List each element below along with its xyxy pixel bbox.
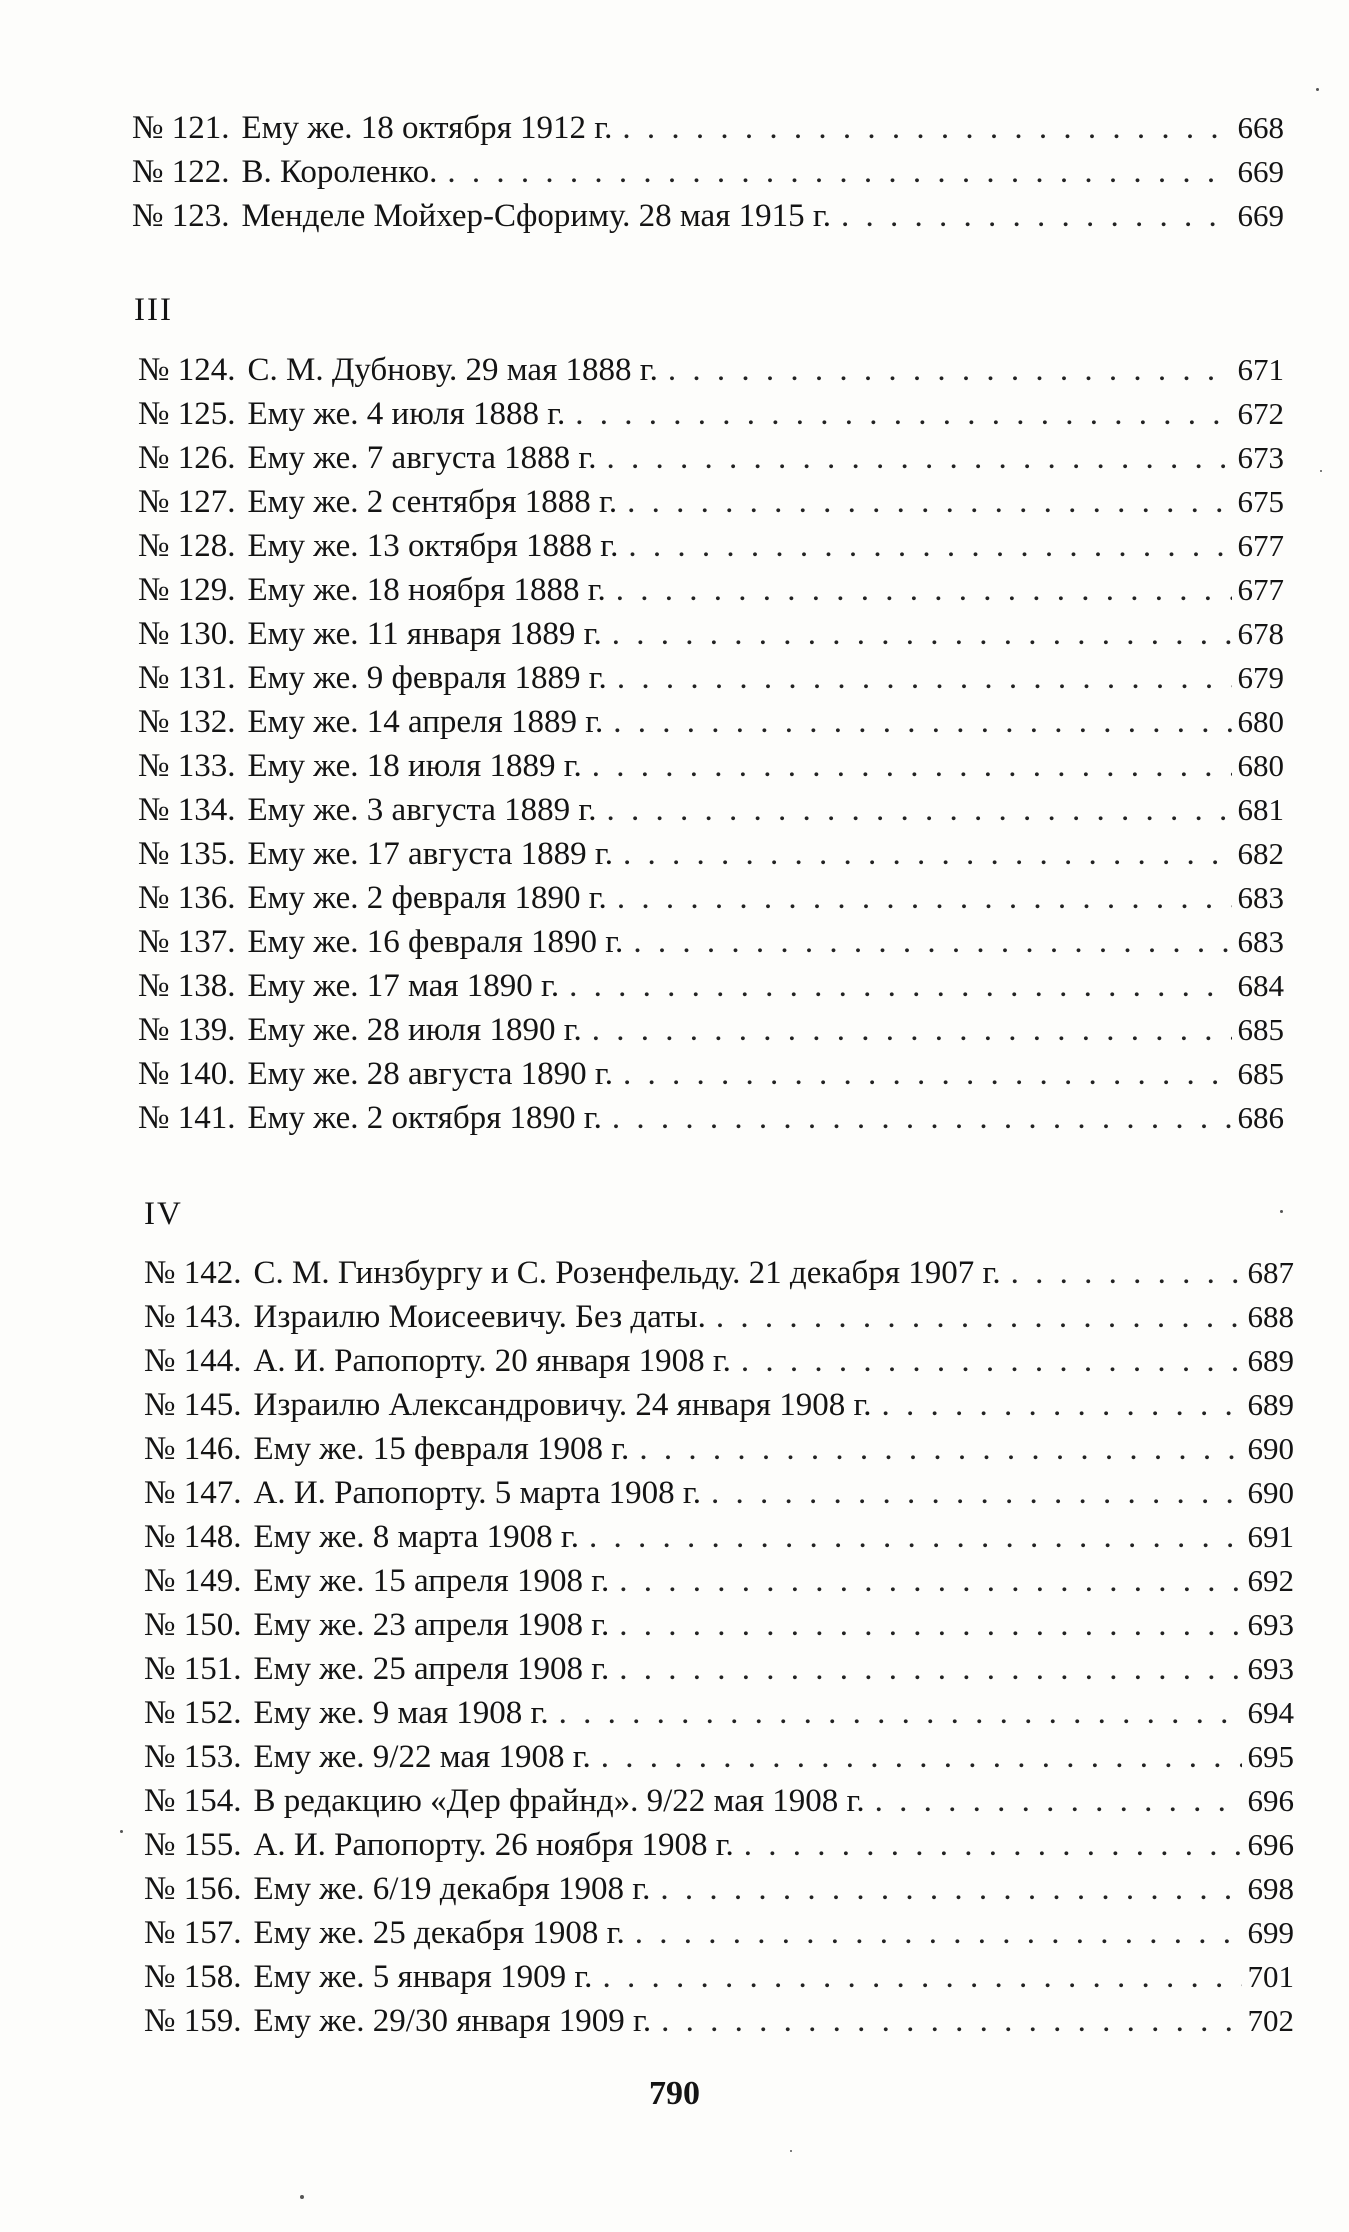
toc-entry [144, 2003, 1294, 2047]
dot-leader [606, 572, 1232, 609]
dot-leader [609, 1607, 1241, 1644]
dot-leader [582, 1012, 1232, 1049]
scan-speck [1316, 88, 1319, 91]
entry-page: 683 [1237, 924, 1284, 959]
section-heading: IV [144, 1196, 183, 1232]
entry-title: Ему же. 2 октября 1890 г. [247, 1100, 602, 1136]
entry-number: № 124. [138, 352, 236, 388]
entry-page: 689 [1247, 1387, 1294, 1422]
entry-title: Ему же. 8 марта 1908 г. [253, 1519, 579, 1555]
entry-title: Ему же. 25 декабря 1908 г. [253, 1915, 625, 1951]
entry-page: 677 [1237, 572, 1284, 607]
entry-number: № 144. [144, 1343, 242, 1379]
dot-leader [612, 110, 1231, 147]
section-heading: III [134, 292, 173, 328]
dot-leader [609, 1651, 1241, 1688]
entry-number: № 125. [138, 396, 236, 432]
entry-title: Ему же. 15 февраля 1908 г. [253, 1431, 630, 1467]
dot-leader [597, 792, 1232, 829]
entry-page: 668 [1237, 110, 1284, 145]
entry-page: 687 [1247, 1255, 1294, 1290]
entry-page: 694 [1247, 1695, 1294, 1730]
entry-number: № 147. [144, 1475, 242, 1511]
entry-number: № 146. [144, 1431, 242, 1467]
toc-entry [144, 1739, 1294, 1783]
toc-entry [132, 198, 1284, 242]
entry-title: Ему же. 28 июля 1890 г. [247, 1012, 582, 1048]
toc-entry [138, 968, 1284, 1012]
entry-page: 684 [1237, 968, 1284, 1003]
entry-number: № 152. [144, 1695, 242, 1731]
toc-entry [144, 1915, 1294, 1959]
entry-number: № 130. [138, 616, 236, 652]
entry-title: С. М. Гинзбургу и С. Розенфельду. 21 декабря 1907 г. [253, 1255, 1001, 1291]
entry-title: А. И. Рапопорту. 5 марта 1908 г. [253, 1475, 701, 1511]
dot-leader [872, 1387, 1242, 1424]
entry-title: Ему же. 14 апреля 1889 г. [247, 704, 604, 740]
toc-entry [144, 1475, 1294, 1519]
entry-page: 691 [1247, 1519, 1294, 1554]
entry-page: 680 [1237, 748, 1284, 783]
entry-page: 696 [1247, 1827, 1294, 1862]
toc-entry [138, 484, 1284, 528]
entry-number: № 149. [144, 1563, 242, 1599]
toc-entry [144, 1783, 1294, 1827]
toc-entry [138, 836, 1284, 880]
entry-title: Ему же. 23 апреля 1908 г. [253, 1607, 610, 1643]
entry-title: С. М. Дубнову. 29 мая 1888 г. [247, 352, 658, 388]
entry-title: Ему же. 2 сентября 1888 г. [247, 484, 618, 520]
scan-speck [1320, 470, 1322, 472]
entry-title: Ему же. 29/30 января 1909 г. [253, 2003, 652, 2039]
dot-leader [658, 352, 1232, 389]
dot-leader [731, 1343, 1242, 1380]
toc-entry [138, 572, 1284, 616]
toc-entry [138, 396, 1284, 440]
entry-title: В. Короленко. [241, 154, 438, 190]
entry-title: Ему же. 4 июля 1888 г. [247, 396, 566, 432]
toc-entry [138, 352, 1284, 396]
entry-page: 699 [1247, 1915, 1294, 1950]
entry-title: Ему же. 17 мая 1890 г. [247, 968, 560, 1004]
entry-page: 677 [1237, 528, 1284, 563]
entry-number: № 126. [138, 440, 236, 476]
dot-leader [618, 528, 1231, 565]
dot-leader [602, 616, 1232, 653]
entry-number: № 122. [132, 154, 230, 190]
dot-leader [592, 1959, 1241, 1996]
dot-leader [629, 1431, 1241, 1468]
toc-entry [138, 924, 1284, 968]
entry-number: № 134. [138, 792, 236, 828]
entry-page: 689 [1247, 1343, 1294, 1378]
entry-title: Ему же. 18 ноября 1888 г. [247, 572, 606, 608]
entry-number: № 135. [138, 836, 236, 872]
toc-entry [144, 1651, 1294, 1695]
dot-leader [549, 1695, 1242, 1732]
entry-title: Ему же. 3 августа 1889 г. [247, 792, 597, 828]
entry-number: № 158. [144, 1959, 242, 1995]
entry-page: 682 [1237, 836, 1284, 871]
entry-page: 669 [1237, 198, 1284, 233]
entry-title: Ему же. 15 апреля 1908 г. [253, 1563, 610, 1599]
dot-leader [617, 484, 1231, 521]
toc-entry [138, 1056, 1284, 1100]
toc-entry [138, 792, 1284, 836]
dot-leader [597, 440, 1232, 477]
entry-title: Ему же. 17 августа 1889 г. [247, 836, 613, 872]
entry-page: 702 [1247, 2003, 1294, 2038]
entry-page: 692 [1247, 1563, 1294, 1598]
dot-leader [831, 198, 1232, 235]
entry-page: 686 [1237, 1100, 1284, 1135]
dot-leader [437, 154, 1231, 191]
dot-leader [625, 1915, 1242, 1952]
toc-entry [144, 1343, 1294, 1387]
toc-entry [144, 1519, 1294, 1563]
entry-page: 680 [1237, 704, 1284, 739]
entry-title: Ему же. 9 февраля 1889 г. [247, 660, 607, 696]
dot-leader [623, 924, 1231, 961]
entry-number: № 141. [138, 1100, 236, 1136]
entry-number: № 142. [144, 1255, 242, 1291]
entry-page: 669 [1237, 154, 1284, 189]
entry-page: 685 [1237, 1056, 1284, 1091]
dot-leader [651, 2003, 1241, 2040]
dot-leader [706, 1299, 1242, 1336]
entry-number: № 138. [138, 968, 236, 1004]
toc-entry [144, 1255, 1294, 1299]
toc-entry [138, 1012, 1284, 1056]
scan-speck [1280, 1210, 1283, 1213]
entry-number: № 155. [144, 1827, 242, 1863]
entry-page: 671 [1237, 352, 1284, 387]
entry-title: Ему же. 18 октября 1912 г. [241, 110, 613, 146]
entry-title: Ему же. 5 января 1909 г. [253, 1959, 593, 1995]
dot-leader [565, 396, 1231, 433]
scan-speck [300, 2195, 304, 2199]
entry-page: 701 [1247, 1959, 1294, 1994]
entry-title: Израилю Александровичу. 24 января 1908 г. [253, 1387, 872, 1423]
entry-number: № 139. [138, 1012, 236, 1048]
entry-number: № 128. [138, 528, 236, 564]
dot-leader [602, 1100, 1232, 1137]
entry-title: Ему же. 16 февраля 1890 г. [247, 924, 624, 960]
toc-entry [144, 1607, 1294, 1651]
entry-page: 681 [1237, 792, 1284, 827]
entry-title: Ему же. 9/22 мая 1908 г. [253, 1739, 591, 1775]
dot-leader [701, 1475, 1242, 1512]
dot-leader [603, 704, 1231, 741]
scan-speck [120, 1830, 123, 1833]
entry-title: Ему же. 11 января 1889 г. [247, 616, 602, 652]
entry-title: Ему же. 13 октября 1888 г. [247, 528, 619, 564]
entry-number: № 153. [144, 1739, 242, 1775]
entry-title: А. И. Рапопорту. 26 ноября 1908 г. [253, 1827, 734, 1863]
entry-title: Ему же. 25 апреля 1908 г. [253, 1651, 610, 1687]
toc-entry [138, 748, 1284, 792]
entry-number: № 129. [138, 572, 236, 608]
toc-entry [138, 440, 1284, 484]
entry-number: № 143. [144, 1299, 242, 1335]
toc-entry [138, 880, 1284, 924]
toc-entry [144, 1387, 1294, 1431]
dot-leader [865, 1783, 1242, 1820]
entry-title: Ему же. 7 августа 1888 г. [247, 440, 597, 476]
entry-number: № 136. [138, 880, 236, 916]
dot-leader [579, 1519, 1242, 1556]
toc-entry [144, 1563, 1294, 1607]
entry-page: 698 [1247, 1871, 1294, 1906]
scan-speck [790, 2150, 792, 2152]
toc-entry [132, 154, 1284, 198]
entry-number: № 127. [138, 484, 236, 520]
dot-leader [607, 660, 1232, 697]
entry-number: № 140. [138, 1056, 236, 1092]
entry-number: № 131. [138, 660, 236, 696]
dot-leader [613, 1056, 1232, 1093]
entry-number: № 154. [144, 1783, 242, 1819]
toc-entry [144, 1299, 1294, 1343]
toc-entry [138, 1100, 1284, 1144]
toc-entry [138, 704, 1284, 748]
entry-number: № 121. [132, 110, 230, 146]
toc-entry [144, 1959, 1294, 2003]
dot-leader [559, 968, 1231, 1005]
entry-page: 690 [1247, 1475, 1294, 1510]
entry-page: 693 [1247, 1607, 1294, 1642]
entry-page: 695 [1247, 1739, 1294, 1774]
dot-leader [1001, 1255, 1242, 1292]
entry-page: 679 [1237, 660, 1284, 695]
entry-title: Ему же. 6/19 декабря 1908 г. [253, 1871, 651, 1907]
toc-entry [138, 660, 1284, 704]
entry-title: Ему же. 28 августа 1890 г. [247, 1056, 613, 1092]
entry-number: № 132. [138, 704, 236, 740]
page-number: 790 [649, 2075, 700, 2112]
toc-entry [138, 528, 1284, 572]
toc-entry [144, 1871, 1294, 1915]
entry-number: № 137. [138, 924, 236, 960]
entry-number: № 133. [138, 748, 236, 784]
entry-number: № 156. [144, 1871, 242, 1907]
entry-title: В редакцию «Дер фрайнд». 9/22 мая 1908 г. [253, 1783, 865, 1819]
entry-number: № 123. [132, 198, 230, 234]
entry-number: № 157. [144, 1915, 242, 1951]
entry-number: № 151. [144, 1651, 242, 1687]
entry-title: Ему же. 18 июля 1889 г. [247, 748, 582, 784]
entry-title: А. И. Рапопорту. 20 января 1908 г. [253, 1343, 731, 1379]
entry-title: Ему же. 2 февраля 1890 г. [247, 880, 607, 916]
entry-title: Израилю Моисеевичу. Без даты. [253, 1299, 706, 1335]
toc-entry [144, 1431, 1294, 1475]
dot-leader [607, 880, 1232, 917]
entry-page: 678 [1237, 616, 1284, 651]
dot-leader [734, 1827, 1242, 1864]
entry-title: Ему же. 9 мая 1908 г. [253, 1695, 549, 1731]
dot-leader [613, 836, 1232, 873]
dot-leader [609, 1563, 1241, 1600]
entry-page: 683 [1237, 880, 1284, 915]
entry-page: 673 [1237, 440, 1284, 475]
entry-page: 688 [1247, 1299, 1294, 1334]
dot-leader [591, 1739, 1242, 1776]
entry-number: № 148. [144, 1519, 242, 1555]
entry-page: 672 [1237, 396, 1284, 431]
entry-page: 696 [1247, 1783, 1294, 1818]
entry-page: 693 [1247, 1651, 1294, 1686]
dot-leader [582, 748, 1232, 785]
entry-page: 690 [1247, 1431, 1294, 1466]
entry-number: № 145. [144, 1387, 242, 1423]
entry-title: Менделе Мойхер-Сфориму. 28 мая 1915 г. [241, 198, 831, 234]
toc-entry [132, 110, 1284, 154]
entry-number: № 150. [144, 1607, 242, 1643]
toc-entry [144, 1827, 1294, 1871]
toc-entry [138, 616, 1284, 660]
entry-page: 675 [1237, 484, 1284, 519]
dot-leader [650, 1871, 1241, 1908]
toc-entry [144, 1695, 1294, 1739]
entry-number: № 159. [144, 2003, 242, 2039]
entry-page: 685 [1237, 1012, 1284, 1047]
